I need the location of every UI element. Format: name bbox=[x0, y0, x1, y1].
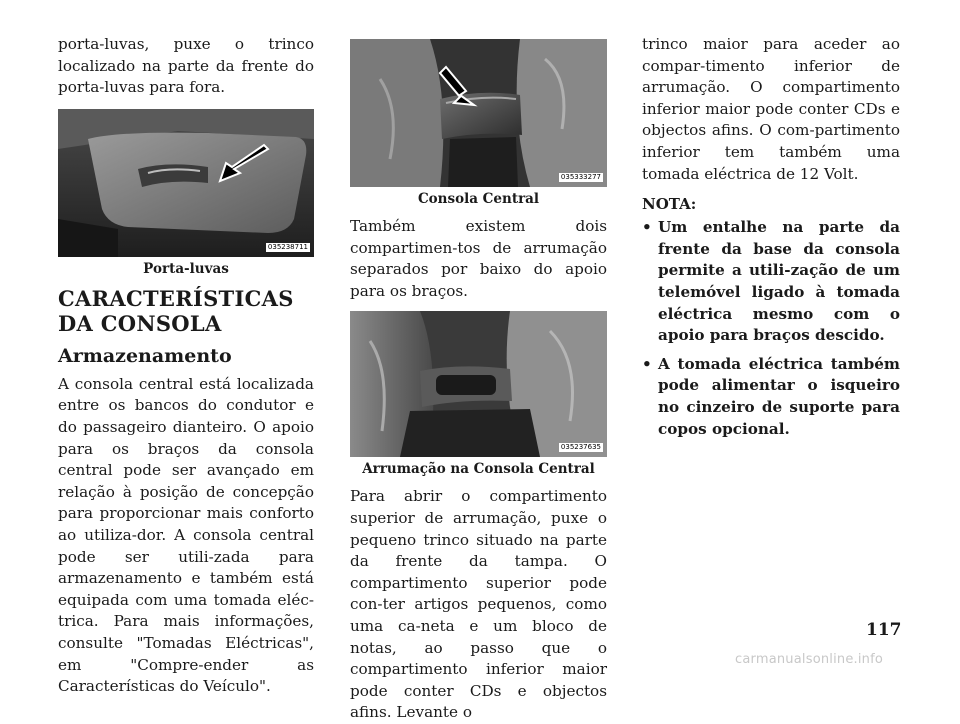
note-label: NOTA: bbox=[642, 195, 697, 214]
watermark: carmanualsonline.info bbox=[735, 652, 884, 667]
compartments-paragraph: Também existem dois compartimen-tos de arrumação separados por baixo do apoio para os braços. bbox=[350, 217, 607, 300]
figure-code: 035238711 bbox=[267, 242, 308, 251]
figure-caption: Consola Central bbox=[417, 191, 540, 207]
console-storage-photo bbox=[350, 311, 607, 457]
storage-paragraph: A consola central está localizada entre os bancos do condutor e do passageiro dianteiro. O apoio para os braços da consola central pode ser avançado em relação à posição de concepção para proporcionar mais conforto ao utiliza-dor. A consola central pode ser utili-zada para armazenamento e também está equipada com uma tomada eléc-trica. Para mais informações, consulte "Tomadas Eléctricas", em "Compre-ender as Características do Veículo". bbox=[58, 374, 314, 696]
list-item bbox=[642, 354, 900, 440]
figure-code: 035333277 bbox=[560, 173, 601, 181]
column-right bbox=[642, 34, 900, 447]
figure-code: 035237635 bbox=[560, 443, 601, 452]
intro-paragraph: porta-luvas, puxe o trinco localizado na parte da frente do porta-luvas para fora. bbox=[58, 35, 314, 97]
page-number: 117 bbox=[866, 620, 902, 640]
bullet-icon: • bbox=[642, 354, 652, 373]
center-console-photo bbox=[350, 39, 607, 187]
section-heading: CARACTERÍSTICAS DA CONSOLA bbox=[58, 285, 294, 336]
bullet-icon: • bbox=[642, 218, 652, 237]
column-left bbox=[58, 34, 314, 698]
subsection-heading: Armazenamento bbox=[58, 344, 232, 367]
glovebox-photo bbox=[58, 109, 314, 257]
column-middle bbox=[350, 39, 607, 724]
notes-list bbox=[642, 217, 900, 440]
lower-compartment-paragraph: trinco maior para aceder ao compar-timento inferior de arrumação. O compartimento inferior maior pode conter CDs e objectos afins. O com-partimento inferior tem também uma tomada eléctrica de 12 Volt. bbox=[642, 35, 900, 183]
list-item bbox=[642, 217, 900, 347]
figure-caption: Arrumação na Consola Central bbox=[362, 461, 595, 478]
upper-compartment-paragraph: Para abrir o compartimento superior de arrumação, puxe o pequeno trinco situado na parte da frente da tampa. O compartimento superior pode con-ter artigos pequenos, como uma ca-neta e um bloco de notas, ao passo que o compartimento inferior maior pode conter CDs e objectos afins. Levante o bbox=[350, 487, 607, 722]
note-text: Um entalhe na parte da frente da base da consola permite a utili-zação de um telemóvel ligado à tomada eléctrica mesmo com o apoio para braços descido. bbox=[658, 218, 900, 345]
figure-caption: Porta-luvas bbox=[143, 260, 229, 277]
note-text: A tomada eléctrica também pode alimentar o isqueiro no cinzeiro de suporte para copos opcional. bbox=[658, 354, 900, 438]
